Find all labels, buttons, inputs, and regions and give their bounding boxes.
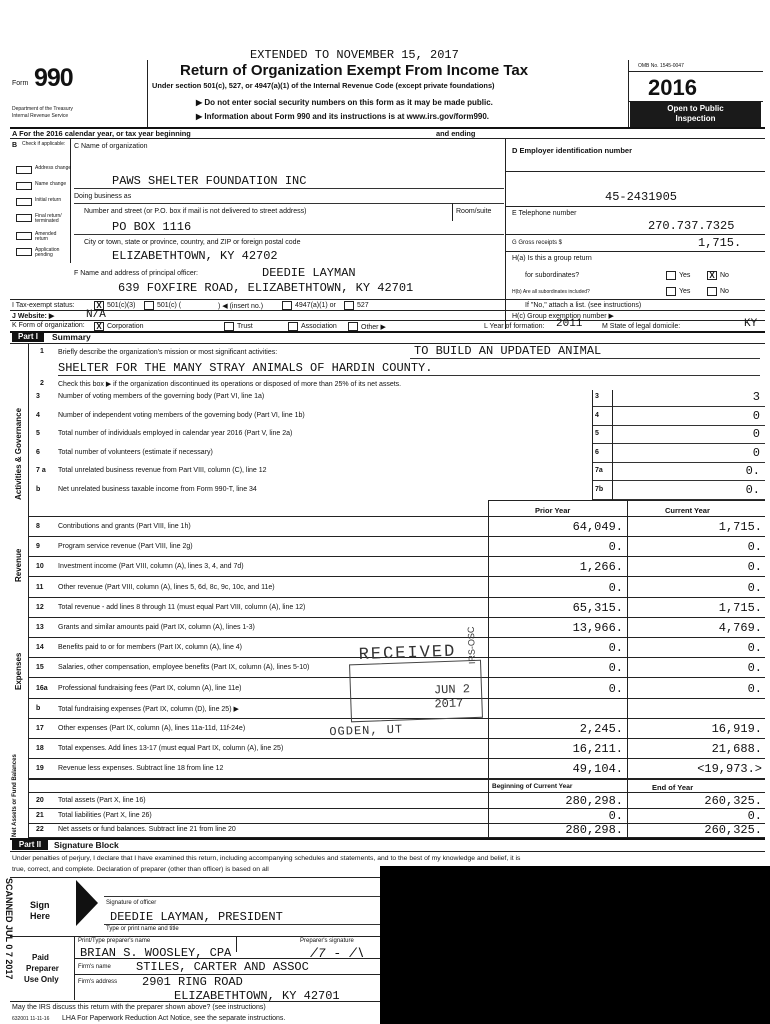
fin-current-value: 0. bbox=[747, 560, 762, 575]
fin-prior-value: 0. bbox=[608, 681, 623, 696]
may-discuss-label: May the IRS discuss this return with the preparer shown above? (see instructions) bbox=[12, 1004, 266, 1011]
fin-line-number: 18 bbox=[36, 745, 44, 753]
gov-line-rule bbox=[592, 406, 765, 407]
ein-label: D Employer identification number bbox=[512, 146, 633, 155]
amended-return-label: Amended return bbox=[35, 231, 57, 242]
fin-line-label: Total revenue - add lines 8 through 11 (must equal Part VIII, column (A), line 12) bbox=[58, 603, 306, 611]
fin-current-value: 1,715. bbox=[718, 600, 762, 615]
fin-current-value: 0. bbox=[747, 681, 762, 696]
gross-receipts-value: 1,715. bbox=[698, 236, 742, 250]
received-text: RECEIVED bbox=[358, 642, 457, 666]
net-line-number: 22 bbox=[36, 826, 44, 833]
gov-line-number: 4 bbox=[36, 411, 40, 419]
footer-code: 632001 11-11-16 bbox=[12, 1016, 50, 1022]
fin-current-value: 0. bbox=[747, 641, 762, 656]
gov-line-label: Number of voting members of the governing body (Part VI, line 1a) bbox=[58, 393, 265, 400]
group-return-label: H(a) Is this a group return bbox=[512, 255, 592, 262]
side-net-assets: Net Assets or Fund Balances bbox=[12, 754, 18, 837]
name-change-label: Name change bbox=[35, 181, 67, 187]
state-domicile-value: KY bbox=[744, 318, 758, 330]
fin-line-rule bbox=[28, 617, 765, 618]
side-revenue: Revenue bbox=[14, 548, 23, 582]
firm-name-label: Firm's name bbox=[78, 964, 111, 970]
officer-address: 639 FOXFIRE ROAD, ELIZABETHTOWN, KY 42701 bbox=[118, 281, 414, 295]
hb-note: If "No," attach a list. (see instructions) bbox=[525, 302, 642, 309]
gov-line-number: 7 a bbox=[36, 467, 46, 474]
part2-title: Signature Block bbox=[54, 840, 119, 850]
group-exemption-label: H(c) Group exemption number ▶ bbox=[512, 313, 614, 320]
net-line-label: Net assets or fund balances. Subtract line 21 from line 20 bbox=[58, 826, 236, 833]
net-begin-value: 280,298. bbox=[565, 794, 623, 808]
officer-name: DEEDIE LAYMAN bbox=[262, 266, 356, 280]
instructions-notice: ▶ Information about Form 990 and its instructions is at www.irs.gov/form990. bbox=[196, 112, 490, 121]
prior-year-header: Prior Year bbox=[535, 506, 571, 515]
footer-lha: LHA For Paperwork Reduction Act Notice, see the separate instructions. bbox=[62, 1015, 286, 1022]
501c3-label: 501(c)(3) bbox=[107, 302, 136, 309]
4947-label: 4947(a)(1) or bbox=[295, 302, 336, 309]
firm-address-line2: ELIZABETHTOWN, KY 42701 bbox=[174, 989, 340, 1003]
redaction-block bbox=[380, 866, 770, 1024]
line2-label: Check this box ▶ if the organization discontinued its operations or disposed of more than 25% of its net assets. bbox=[58, 381, 402, 388]
part1-label: Part I bbox=[12, 332, 44, 342]
received-city: OGDEN, UT bbox=[329, 722, 404, 740]
gross-receipts-label: G Gross receipts $ bbox=[512, 240, 563, 246]
hb-label: H(b) Are all subordinates included? bbox=[512, 289, 590, 295]
fin-line-rule bbox=[28, 576, 765, 577]
firm-address-line1: 2901 RING ROAD bbox=[142, 975, 243, 989]
line1-label: Briefly describe the organization's mission or most significant activities: bbox=[58, 349, 278, 356]
fin-current-value: 21,688. bbox=[711, 742, 762, 757]
state-domicile-label: M State of legal domicile: bbox=[602, 323, 681, 330]
type-print-label: Type or print name and title bbox=[106, 926, 179, 932]
omb-number: OMB No. 1545-0047 bbox=[638, 63, 684, 69]
fin-line-label: Total expenses. Add lines 13-17 (must equal Part IX, column (A), line 25) bbox=[58, 745, 284, 753]
insert-no-label: ) ◀ (insert no.) bbox=[218, 303, 264, 310]
gov-line-number: b bbox=[36, 485, 41, 493]
fin-line-label: Professional fundraising fees (Part IX, column (A), line 11e) bbox=[58, 684, 242, 692]
mission-line1: TO BUILD AN UPDATED ANIMAL bbox=[414, 344, 602, 358]
subordinates-label: for subordinates? bbox=[525, 272, 580, 279]
year-formation-value: 2011 bbox=[556, 318, 583, 330]
ha-yes-label: Yes bbox=[679, 272, 691, 279]
name-change-checkbox[interactable] bbox=[16, 182, 32, 190]
penalties-line1: Under penalties of perjury, I declare that I have examined this return, including accompanying schedules and statements, and to the best of my knowledge and belief, it is bbox=[12, 855, 521, 862]
fin-line-label: Total fundraising expenses (Part IX, column (D), line 25) ▶ bbox=[58, 705, 239, 713]
net-line-rule bbox=[28, 808, 765, 809]
gov-line-box: 6 bbox=[595, 448, 599, 456]
association-checkbox[interactable] bbox=[288, 322, 298, 331]
form-title: Return of Organization Exempt From Income Tax bbox=[180, 62, 529, 79]
gov-line-value: 0. bbox=[745, 482, 760, 497]
gov-line-rule bbox=[592, 425, 765, 426]
tax-status-label: I Tax-exempt status: bbox=[12, 302, 75, 309]
fin-prior-value: 0. bbox=[608, 580, 623, 595]
check-applicable-label: Check if applicable: bbox=[22, 141, 66, 147]
irs-label: Internal Revenue Service bbox=[12, 113, 69, 119]
fin-current-value: 1,715. bbox=[718, 520, 762, 534]
ein-value: 45-2431905 bbox=[605, 190, 678, 204]
hb-no-label: No bbox=[720, 288, 729, 295]
fin-prior-value: 65,315. bbox=[572, 600, 623, 615]
other-checkbox[interactable] bbox=[348, 322, 358, 331]
address-change-checkbox[interactable] bbox=[16, 166, 32, 174]
line-a-label: A For the 2016 calendar year, or tax year beginning bbox=[12, 129, 191, 138]
501c-label: 501(c) ( bbox=[157, 302, 182, 309]
net-begin-value: 280,298. bbox=[565, 823, 623, 837]
signer-name: DEEDIE LAYMAN, PRESIDENT bbox=[110, 910, 283, 924]
fin-line-label: Grants and similar amounts paid (Part IX, column (A), lines 1-3) bbox=[58, 624, 255, 631]
gov-line-value: 0 bbox=[752, 445, 760, 460]
org-name: PAWS SHELTER FOUNDATION INC bbox=[112, 174, 307, 188]
side-expenses: Expenses bbox=[14, 652, 23, 690]
fin-line-label: Other revenue (Part VIII, column (A), lines 5, 6d, 8c, 9c, 10c, and 11e) bbox=[58, 583, 275, 591]
net-end-value: 0. bbox=[747, 808, 762, 823]
fin-prior-value: 0. bbox=[608, 540, 623, 555]
hb-no-checkbox[interactable] bbox=[707, 287, 717, 296]
gov-line-number: 3 bbox=[36, 393, 40, 400]
gov-line-value: 3 bbox=[752, 390, 760, 404]
city-label: City or town, state or province, country, and ZIP or foreign postal code bbox=[84, 239, 301, 246]
corporation-checkbox[interactable]: X bbox=[94, 322, 104, 331]
paid-label: Paid bbox=[32, 953, 49, 962]
fin-line-number: 15 bbox=[36, 664, 44, 672]
gov-line-value: 0 bbox=[752, 408, 760, 423]
ha-no-checkbox[interactable]: X bbox=[707, 271, 717, 280]
fin-line-number: 10 bbox=[36, 563, 44, 571]
gov-line-number: 6 bbox=[36, 448, 40, 456]
fin-line-number: 16a bbox=[36, 684, 48, 692]
prep-sig-label: Preparer's signature bbox=[300, 938, 354, 944]
hb-yes-label: Yes bbox=[679, 288, 691, 295]
fin-line-label: Revenue less expenses. Subtract line 18 from line 12 bbox=[58, 765, 224, 773]
fin-current-value: 0. bbox=[747, 661, 762, 676]
net-begin-value: 0. bbox=[608, 808, 623, 823]
fin-line-number: 17 bbox=[36, 725, 44, 732]
begin-year-header: Beginning of Current Year bbox=[492, 783, 573, 790]
street-address: PO BOX 1116 bbox=[112, 220, 192, 234]
final-return-label: Final return/ terminated bbox=[35, 213, 62, 224]
501c3-checkbox[interactable]: X bbox=[94, 301, 104, 310]
telephone-label: E Telephone number bbox=[512, 210, 577, 217]
fin-prior-value: 64,049. bbox=[572, 520, 623, 534]
fin-prior-value: 1,266. bbox=[579, 560, 623, 575]
department-label: Department of the Treasury bbox=[12, 106, 73, 112]
trust-label: Trust bbox=[237, 323, 253, 330]
preparer-label: Preparer bbox=[26, 964, 59, 973]
website-label: J Website: ▶ bbox=[12, 313, 55, 320]
fin-line-number: 9 bbox=[36, 543, 40, 551]
preparer-name: BRIAN S. WOOSLEY, CPA bbox=[80, 946, 232, 960]
year-formation-label: L Year of formation: bbox=[484, 323, 545, 330]
501c-checkbox[interactable] bbox=[144, 301, 154, 310]
fin-prior-value: 2,245. bbox=[579, 722, 623, 736]
fin-line-label: Contributions and grants (Part VIII, line 1h) bbox=[58, 523, 191, 530]
mission-line2: SHELTER FOR THE MANY STRAY ANIMALS OF HARDIN COUNTY. bbox=[58, 361, 433, 375]
gov-line-label: Number of independent voting members of the governing body (Part VI, line 1b) bbox=[58, 411, 305, 419]
ssn-notice: ▶ Do not enter social security numbers on this form as it may be made public. bbox=[196, 98, 493, 107]
4947-checkbox[interactable] bbox=[282, 301, 292, 310]
fin-current-value: 4,769. bbox=[718, 621, 762, 635]
fin-prior-value: 49,104. bbox=[572, 762, 623, 777]
fin-line-rule bbox=[28, 556, 765, 557]
fin-line-label: Other expenses (Part IX, column (A), lines 11a-11d, 11f-24e) bbox=[58, 725, 246, 732]
end-year-header: End of Year bbox=[652, 783, 694, 792]
fin-line-number: 13 bbox=[36, 624, 44, 631]
527-label: 527 bbox=[357, 302, 369, 309]
fin-line-number: 11 bbox=[36, 583, 44, 591]
fin-prior-value: 0. bbox=[608, 661, 623, 676]
gov-line-box: 7a bbox=[595, 467, 603, 474]
net-line-rule bbox=[28, 823, 765, 824]
corporation-label: Corporation bbox=[107, 323, 144, 330]
here-label: Here bbox=[30, 911, 51, 921]
side-activities: Activities & Governance bbox=[14, 407, 23, 500]
fin-line-rule bbox=[28, 637, 765, 638]
application-pending-label: Application pending bbox=[35, 247, 60, 258]
fin-line-number: 12 bbox=[36, 603, 44, 611]
firm-address-label: Firm's address bbox=[78, 979, 118, 985]
527-checkbox[interactable] bbox=[344, 301, 354, 310]
gov-line-label: Net unrelated business taxable income from Form 990-T, line 34 bbox=[58, 485, 257, 493]
other-label: Other ▶ bbox=[361, 324, 386, 331]
fin-prior-value: 16,211. bbox=[572, 742, 623, 757]
initial-return-checkbox[interactable] bbox=[16, 198, 32, 206]
gov-line-value: 0 bbox=[752, 427, 760, 441]
telephone-value: 270.737.7325 bbox=[648, 219, 735, 233]
received-stamp bbox=[329, 626, 486, 741]
form-label: Form bbox=[12, 80, 29, 87]
fin-line-number: b bbox=[36, 704, 41, 712]
net-line-number: 20 bbox=[36, 797, 44, 804]
sign-label: Sign bbox=[30, 900, 50, 910]
tax-year: 2016 bbox=[648, 75, 697, 100]
use-only-label: Use Only bbox=[24, 975, 59, 984]
fin-line-number: 8 bbox=[36, 523, 40, 530]
scanned-stamp: SCANNED JUL 0 7 2017 bbox=[4, 878, 14, 980]
street-label: Number and street (or P.O. box if mail is not delivered to street address) bbox=[84, 208, 307, 215]
firm-name: STILES, CARTER AND ASSOC bbox=[136, 960, 309, 974]
fin-line-rule bbox=[28, 758, 765, 759]
under-section: Under section 501(c), 527, or 4947(a)(1) of the Internal Revenue Code (except private foundations) bbox=[152, 81, 495, 90]
net-end-value: 260,325. bbox=[704, 794, 762, 808]
initial-return-label: Initial return bbox=[35, 197, 62, 203]
fin-line-label: Program service revenue (Part VIII, line 2g) bbox=[58, 543, 193, 551]
net-end-value: 260,325. bbox=[704, 823, 762, 837]
gov-line-value: 0. bbox=[745, 464, 760, 478]
net-line-number: 21 bbox=[36, 811, 44, 819]
preparer-signature: /7 - /\ bbox=[310, 946, 365, 961]
officer-label: F Name and address of principal officer: bbox=[74, 270, 198, 277]
received-date: JUN 2 2017 bbox=[433, 682, 471, 712]
fin-line-rule bbox=[28, 597, 765, 598]
gov-line-rule bbox=[592, 462, 765, 463]
gov-line-label: Total number of individuals employed in calendar year 2016 (Part V, line 2a) bbox=[58, 430, 293, 437]
website-value: N/A bbox=[86, 309, 106, 321]
fin-current-value: 16,919. bbox=[711, 722, 762, 736]
application-pending-checkbox[interactable] bbox=[16, 248, 32, 256]
fin-current-value: 0. bbox=[747, 580, 762, 595]
received-code: IRS-OSC bbox=[465, 626, 478, 665]
gov-line-box: 3 bbox=[595, 393, 599, 400]
fin-line-rule bbox=[28, 536, 765, 537]
gov-line-box: 4 bbox=[595, 411, 599, 419]
part1-title: Summary bbox=[52, 332, 91, 342]
fin-line-number: 14 bbox=[36, 644, 44, 652]
fin-prior-value: 0. bbox=[608, 641, 623, 656]
fin-line-label: Salaries, other compensation, employee benefits (Part IX, column (A), lines 5-10) bbox=[58, 664, 310, 672]
gov-line-rule bbox=[592, 480, 765, 481]
fin-current-value: <19,973.> bbox=[697, 762, 762, 777]
org-name-label: C Name of organization bbox=[74, 143, 148, 150]
penalties-line2: true, correct, and complete. Declaration of preparer (other than officer) is based on all bbox=[12, 866, 269, 873]
form-of-org-label: K Form of organization: bbox=[12, 322, 85, 329]
ha-no-label: No bbox=[720, 272, 729, 279]
gov-line-box: 5 bbox=[595, 430, 599, 437]
prep-name-label: Print/Type preparer's name bbox=[78, 938, 151, 944]
fin-line-label: Benefits paid to or for members (Part IX, column (A), line 4) bbox=[58, 644, 243, 652]
inspection-label: Inspection bbox=[675, 114, 716, 123]
address-change-label: Address change bbox=[35, 165, 72, 171]
trust-checkbox[interactable] bbox=[224, 322, 234, 331]
net-line-label: Total liabilities (Part X, line 26) bbox=[58, 811, 152, 819]
signature-officer-label: Signature of officer bbox=[106, 900, 157, 906]
gov-line-number: 5 bbox=[36, 430, 40, 437]
final-return-checkbox[interactable] bbox=[16, 214, 32, 222]
fin-line-number: 19 bbox=[36, 765, 44, 773]
part2-label: Part II bbox=[12, 840, 48, 850]
room-label: Room/suite bbox=[456, 208, 492, 215]
open-public: Open to Public bbox=[667, 104, 724, 113]
gov-line-rule bbox=[592, 443, 765, 444]
fin-current-value: 0. bbox=[747, 540, 762, 555]
ha-yes-checkbox[interactable] bbox=[666, 271, 676, 280]
gov-line-label: Total unrelated business revenue from Part VIII, column (C), line 12 bbox=[58, 467, 267, 474]
amended-return-checkbox[interactable] bbox=[16, 232, 32, 240]
gov-line-label: Total number of volunteers (estimate if necessary) bbox=[58, 448, 213, 456]
form-number: 990 bbox=[34, 64, 73, 92]
line-a-ending: and ending bbox=[436, 129, 476, 138]
hb-yes-checkbox[interactable] bbox=[666, 287, 676, 296]
fin-line-label: Investment income (Part VIII, column (A), lines 3, 4, and 7d) bbox=[58, 563, 244, 571]
association-label: Association bbox=[301, 323, 337, 330]
dba-label: Doing business as bbox=[74, 193, 132, 200]
city-state-zip: ELIZABETHTOWN, KY 42702 bbox=[112, 249, 278, 263]
extension-stamp: EXTENDED TO NOVEMBER 15, 2017 bbox=[250, 48, 459, 62]
gov-line-box: 7b bbox=[595, 485, 604, 493]
fin-prior-value: 13,966. bbox=[572, 621, 623, 635]
net-line-label: Total assets (Part X, line 16) bbox=[58, 797, 146, 804]
current-year-header: Current Year bbox=[665, 506, 710, 515]
